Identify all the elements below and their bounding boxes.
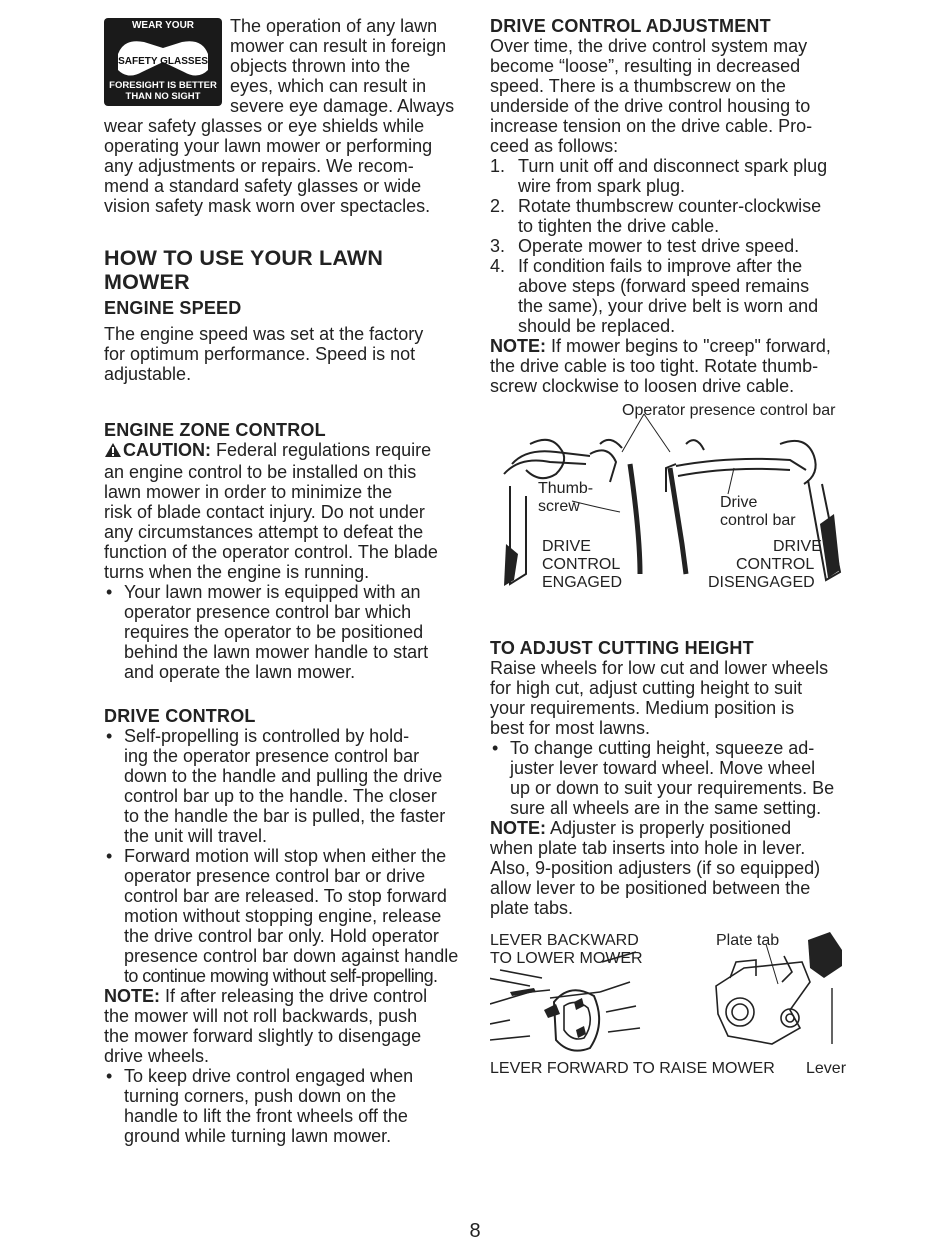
drive-bar-label-1: Drive [720, 494, 758, 511]
bullet-line: the drive control bar only. Hold operator [124, 926, 439, 946]
caution-line: risk of blade contact injury. Do not under [104, 502, 425, 522]
note-line: screw clockwise to loosen drive cable. [490, 376, 795, 396]
thumbscrew-label-1: Thumb- [538, 480, 594, 497]
bullet-line: ground while turning lawn mower. [124, 1126, 392, 1146]
step-line: to tighten the drive cable. [518, 216, 720, 236]
bullet-line: • Self-propelling is controlled by hold- [124, 726, 410, 746]
adjust-steps [490, 156, 852, 336]
step-line: should be replaced. [518, 316, 676, 336]
cutting-line: your requirements. Medium position is [490, 698, 795, 718]
operator-bar-label: Operator presence control bar [622, 402, 836, 419]
engine-speed-line: The engine speed was set at the factory [104, 324, 424, 344]
plate-tab-label: Plate tab [716, 932, 780, 949]
bullet-line: juster lever toward wheel. Move wheel [510, 758, 816, 778]
bullet-line: behind the lawn mower handle to start [124, 642, 429, 662]
list-item [490, 156, 852, 196]
note-line: plate tabs. [490, 898, 574, 918]
step-line: 4. If condition fails to improve after the [518, 256, 803, 276]
engine-speed-line: for optimum performance. Speed is not [104, 344, 416, 364]
drive-adjust-line: speed. There is a thumbscrew on the [490, 76, 786, 96]
step-line: 3. Operate mower to test drive speed. [518, 236, 800, 256]
disengaged-label-2: CONTROL [736, 556, 815, 573]
step-line: above steps (forward speed remains [518, 276, 810, 296]
disengaged-label-3: DISENGAGED [708, 574, 815, 591]
lever-label: Lever [806, 1060, 847, 1077]
safety-line: vision safety mask worn over spectacles. [104, 196, 431, 216]
caution-text: Federal regulations require [211, 440, 432, 460]
handle-illustration [490, 404, 852, 630]
lever-backward-label-1: LEVER BACKWARD [490, 932, 639, 949]
safety-line: severe eye damage. Always [230, 96, 455, 116]
bullet-line: presence control bar down against handle [124, 946, 459, 966]
step-line: 2. Rotate thumbscrew counter-clockwise [518, 196, 822, 216]
badge-bottom-text [104, 80, 222, 102]
step-line: wire from spark plug. [518, 176, 686, 196]
badge-top-text: WEAR YOUR [131, 20, 195, 31]
list-item [490, 236, 852, 256]
step-line: the same), your drive belt is worn and [518, 296, 819, 316]
list-item [104, 726, 466, 846]
note-label: NOTE: [490, 818, 546, 838]
safety-line: any adjustments or repairs. We recom- [104, 156, 414, 176]
note-text: If after releasing the drive control [160, 986, 428, 1006]
drive-adjust-line: underside of the drive control housing to [490, 96, 811, 116]
note-line: the mower forward slightly to disengage [104, 1026, 422, 1046]
caution-label: CAUTION: [123, 440, 211, 460]
engine-speed-line: adjustable. [104, 364, 192, 384]
bullet-line: • Your lawn mower is equipped with an [124, 582, 421, 602]
safety-section [104, 16, 466, 216]
engaged-label-3: ENGAGED [542, 574, 623, 591]
bullet-line: handle to lift the front wheels off the [124, 1106, 408, 1126]
safety-line: mower can result in foreign [230, 36, 447, 56]
note-line [490, 336, 852, 356]
step-line: 1. Turn unit off and disconnect spark plug [518, 156, 828, 176]
note-text: If mower begins to "creep" forward, [546, 336, 831, 356]
bullet-line: • To change cutting height, squeeze ad- [510, 738, 815, 758]
list-item [104, 582, 466, 682]
bullet-line: • Forward motion will stop when either the [124, 846, 447, 866]
height-adjuster-figure [490, 932, 852, 1060]
bullet-line: requires the operator to be positioned [124, 622, 424, 642]
caution-line: function of the operator control. The blade [104, 542, 438, 562]
right-column [490, 16, 852, 1080]
drive-adjust-line: Over time, the drive control system may [490, 36, 808, 56]
bullet-line: control bar are released. To stop forward [124, 886, 447, 906]
note-line: when plate tab inserts into hole in lever. [490, 838, 806, 858]
note-line [490, 818, 852, 838]
cutting-bullets [490, 738, 852, 818]
drive-control-bullets-2 [104, 1066, 466, 1146]
badge-bottom-line-1: FORESIGHT IS BETTER [109, 80, 217, 91]
engine-zone-bullets [104, 582, 466, 682]
disengaged-label-1: DRIVE [773, 538, 822, 555]
safety-line: objects thrown into the [230, 56, 411, 76]
note-label: NOTE: [490, 336, 546, 356]
caution-line: lawn mower in order to minimize the [104, 482, 393, 502]
caution-line: an engine control to be installed on this [104, 462, 417, 482]
safety-line: operating your lawn mower or performing [104, 136, 433, 156]
page-number: 8 [469, 1220, 481, 1242]
cutting-line: Raise wheels for low cut and lower wheels [490, 658, 829, 678]
cutting-line: for high cut, adjust cutting height to suit [490, 678, 803, 698]
badge-bottom-line-2: THAN NO SIGHT [125, 91, 201, 102]
bullet-line: to continue mowing without self-propelling. [124, 966, 438, 986]
drive-control-bullets [104, 726, 466, 986]
note-line: the drive cable is too tight. Rotate thumb- [490, 356, 819, 376]
thumbscrew-label-2: screw [538, 498, 580, 515]
safety-glasses-badge [104, 18, 222, 106]
drive-control-heading: DRIVE CONTROL [104, 706, 256, 726]
list-item [490, 256, 852, 336]
left-column [104, 16, 466, 1146]
caution-line [104, 440, 466, 462]
lever-backward-label-2: TO LOWER MOWER [490, 950, 643, 967]
engaged-label-1: DRIVE [542, 538, 591, 555]
bullet-line: turning corners, push down on the [124, 1086, 397, 1106]
caution-line: any circumstances attempt to defeat the [104, 522, 424, 542]
safety-line: The operation of any lawn [230, 16, 438, 36]
drive-control-figure [490, 404, 852, 630]
bullet-line: control bar up to the handle. The closer [124, 786, 437, 806]
bullet-line: up or down to suit your requirements. Be [510, 778, 835, 798]
lever-forward-label: LEVER FORWARD TO RAISE MOWER [490, 1060, 775, 1077]
drive-adjust-heading: DRIVE CONTROL ADJUSTMENT [490, 16, 771, 36]
drive-adjust-line: ceed as follows: [490, 136, 619, 156]
engaged-label-2: CONTROL [542, 556, 621, 573]
list-item [104, 1066, 466, 1146]
note-line: the mower will not roll backwards, push [104, 1006, 418, 1026]
safety-line: mend a standard safety glasses or wide [104, 176, 422, 196]
bullet-line: down to the handle and pulling the drive [124, 766, 443, 786]
bullet-line: sure all wheels are in the same setting. [510, 798, 822, 818]
bullet-line: motion without stopping engine, release [124, 906, 442, 926]
bullet-line: to the handle the bar is pulled, the faster [124, 806, 446, 826]
bullet-line: and operate the lawn mower. [124, 662, 356, 682]
note-line: drive wheels. [104, 1046, 210, 1066]
bullet-line: ing the operator presence control bar [124, 746, 420, 766]
cutting-line: best for most lawns. [490, 718, 651, 738]
figure2-caption-row [490, 1060, 852, 1080]
bullet-line: the unit will travel. [124, 826, 268, 846]
caution-line: turns when the engine is running. [104, 562, 370, 582]
drive-adjust-line: increase tension on the drive cable. Pro- [490, 116, 813, 136]
safety-line: eyes, which can result in [230, 76, 427, 96]
engine-speed-heading: ENGINE SPEED [104, 298, 242, 318]
note-label: NOTE: [104, 986, 160, 1006]
list-item [490, 196, 852, 236]
badge-mid-text: SAFETY GLASSES [118, 56, 208, 67]
bullet-line: operator presence control bar or drive [124, 866, 426, 886]
warning-icon [104, 442, 122, 462]
cutting-height-heading: TO ADJUST CUTTING HEIGHT [490, 638, 754, 658]
bullet-line: • To keep drive control engaged when [124, 1066, 414, 1086]
note-line: allow lever to be positioned between the [490, 878, 811, 898]
list-item [490, 738, 852, 818]
note-line [104, 986, 466, 1006]
drive-adjust-line: become “loose”, resulting in decreased [490, 56, 801, 76]
note-text: Adjuster is properly positioned [546, 818, 792, 838]
engine-zone-heading: ENGINE ZONE CONTROL [104, 420, 326, 440]
safety-line: wear safety glasses or eye shields while [104, 116, 425, 136]
how-to-title: HOW TO USE YOUR LAWN MOWER [104, 246, 384, 294]
list-item [104, 846, 466, 986]
note-line: Also, 9-position adjusters (if so equipped) [490, 858, 821, 878]
bullet-line: operator presence control bar which [124, 602, 412, 622]
drive-bar-label-2: control bar [720, 512, 796, 529]
